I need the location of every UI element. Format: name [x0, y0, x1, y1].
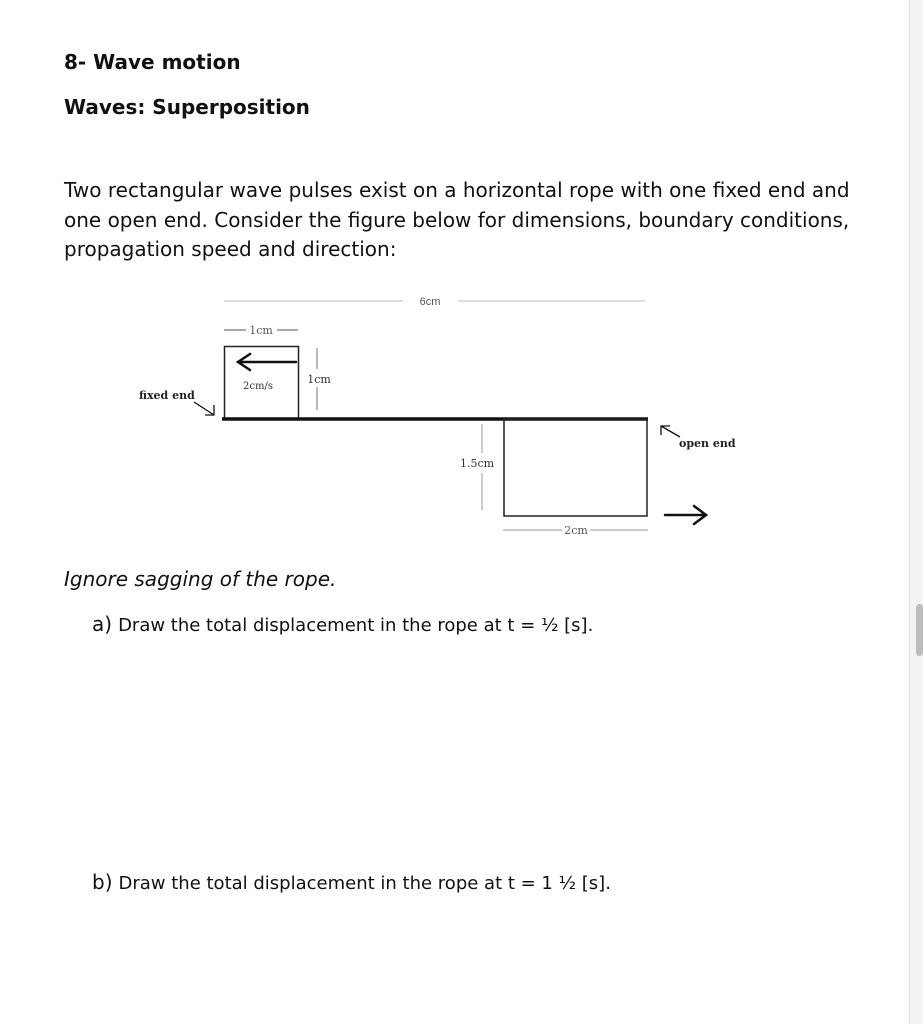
instruction-note: Ignore sagging of the rope. — [64, 567, 337, 591]
question-b-text: Draw the total displacement in the rope at t = 1 ½ [s]. — [118, 873, 611, 894]
question-a — [92, 612, 593, 636]
section-title: 8- Wave motion — [64, 50, 241, 74]
pulse1-width-label: 1cm — [249, 324, 273, 337]
question-a-text: Draw the total displacement in the rope at t = ½ [s]. — [118, 615, 594, 636]
pulse2-width-label: 2cm — [564, 524, 588, 537]
question-b — [92, 870, 611, 894]
problem-statement: Two rectangular wave pulses exist on a horizontal rope with one fixed end and one open end. Consider the figure below for dimensions, boundary conditions, propagation speed and direction: — [64, 178, 850, 261]
total-length-label: 6cm — [419, 296, 441, 308]
pulse2-right-arrow-icon — [665, 506, 706, 524]
fixed-end-label: fixed end — [139, 389, 195, 402]
scrollbar-track[interactable] — [909, 0, 923, 1024]
pulse2-rect — [504, 419, 647, 516]
pulse1-height-label: 1cm — [307, 373, 331, 386]
open-end-arrow-icon — [661, 426, 680, 437]
question-a-letter: a) — [92, 612, 113, 636]
scrollbar-thumb[interactable] — [916, 604, 923, 656]
pulse2-height-label: 1.5cm — [459, 457, 495, 470]
pulse1-left-arrow-icon — [238, 354, 296, 370]
pulse1-speed-label: 2cm/s — [243, 381, 273, 392]
topic-title: Waves: Superposition — [64, 95, 310, 119]
question-b-letter: b) — [92, 870, 113, 894]
fixed-end-arrow-icon — [194, 402, 214, 415]
open-end-label: open end — [679, 437, 736, 450]
